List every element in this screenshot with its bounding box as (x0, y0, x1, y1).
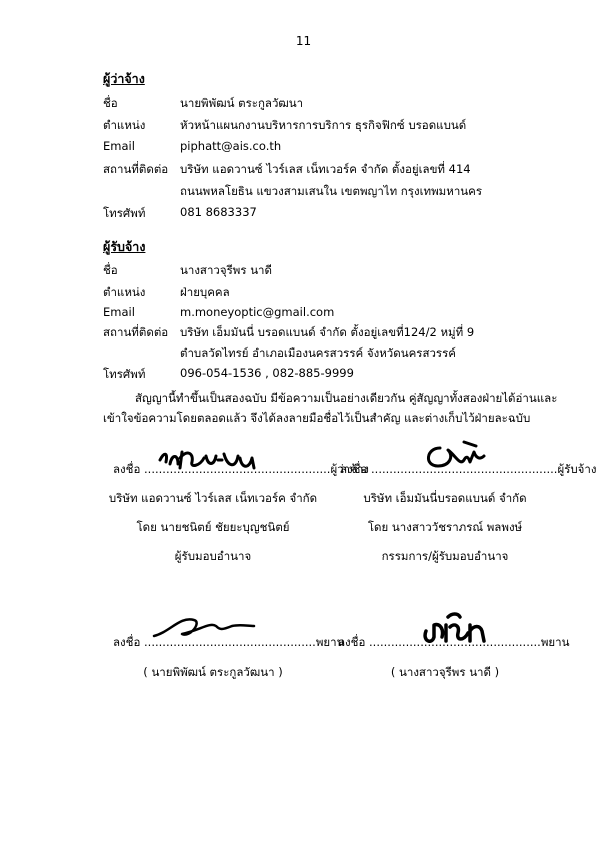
contractor-email: m.moneyoptic@gmail.com (180, 305, 335, 319)
witness2-sign-line: ลงชื่อ ...............................................พยาน (338, 635, 570, 649)
contractor-address-line1: บริษัท เอ็มมันนี่ บรอดแบนด์ จำกัด ตั้งอยู่เลขที่124/2 หมู่ที่ 9 (180, 325, 475, 339)
contractor-signatory-role: กรรมการ/ผู้รับมอบอำนาจ (381, 549, 509, 563)
employer-position: หัวหน้าแผนกงานบริหารการบริการ ธุรกิจฟิกซ์ บรอดแบนด์ (180, 118, 467, 132)
contractor-address-line2: ตำบลวัดไทรย์ อำเภอเมืองนครสวรรค์ จังหวัดนครสวรรค์ (180, 346, 456, 360)
contractor-address-label: สถานที่ติดต่อ (103, 325, 169, 339)
contractor-phone: 096-054-1536 , 082-885-9999 (180, 366, 354, 380)
employer-position-label: ตำแหน่ง (103, 118, 146, 132)
witness2-name: ( นางสาวจุรีพร นาดี ) (390, 665, 500, 679)
employer-company: บริษัท แอดวานซ์ ไวร์เลส เน็ทเวอร์ค จำกัด (108, 491, 318, 505)
employer-address-label: สถานที่ติดต่อ (103, 162, 169, 176)
contractor-company: บริษัท เอ็มมันนี่บรอดแบนด์ จำกัด (363, 491, 527, 505)
agreement-paragraph: สัญญานี้ทำขึ้นเป็นสองฉบับ มีข้อความเป็นอย่างเดียวกัน คู่สัญญาทั้งสองฝ่ายได้อ่านและเข้าใจข้อความโดยตลอดแล้ว จึงได้ลงลายมือชื่อไว้เป็นสำคัญ และต่างเก็บไว้ฝ่ายละฉบับ (103, 391, 558, 425)
contractor-sign-line: ลงชื่อ ...................................................ผู้รับจ้าง (340, 462, 597, 476)
contractor-position-label: ตำแหน่ง (103, 285, 146, 299)
contractor-phone-label: โทรศัพท์ (103, 367, 146, 381)
contractor-heading: ผู้รับจ้าง (103, 239, 146, 254)
employer-sign-line: ลงชื่อ ...................................................ผู้ว่าจ้าง (113, 462, 369, 476)
employer-email: piphatt@ais.co.th (180, 139, 282, 153)
employer-email-label: Email (103, 139, 135, 153)
contractor-name: นางสาวจุรีพร นาดี (180, 263, 272, 277)
employer-signatory: โดย นายชนิตย์ ชัยยะบุญชนิตย์ (136, 520, 290, 534)
employer-signatory-role: ผู้รับมอบอำนาจ (174, 549, 252, 563)
employer-name-label: ชื่อ (103, 96, 118, 110)
employer-phone-label: โทรศัพท์ (103, 206, 146, 220)
contractor-position: ฝ่ายบุคคล (180, 285, 230, 299)
employer-heading: ผู้ว่าจ้าง (103, 71, 145, 86)
contractor-email-label: Email (103, 305, 135, 319)
employer-name: นายพิพัฒน์ ตระกูลวัฒนา (180, 96, 304, 110)
employer-address-line1: บริษัท แอดวานซ์ ไวร์เลส เน็ทเวอร์ค จำกัด ตั้งอยู่เลขที่ 414 (180, 162, 471, 176)
contractor-signatory: โดย นางสาววัชราภรณ์ พลพงษ์ (367, 520, 523, 534)
page-number: 11 (295, 34, 312, 48)
employer-address-line2: ถนนพหลโยธิน แขวงสามเสนใน เขตพญาไท กรุงเทพมหานคร (180, 184, 483, 198)
witness1-name: ( นายพิพัฒน์ ตระกูลวัฒนา ) (143, 665, 283, 679)
employer-phone: 081 8683337 (180, 205, 257, 219)
witness1-sign-line: ลงชื่อ ...............................................พยาน (113, 635, 345, 649)
contractor-name-label: ชื่อ (103, 263, 118, 277)
